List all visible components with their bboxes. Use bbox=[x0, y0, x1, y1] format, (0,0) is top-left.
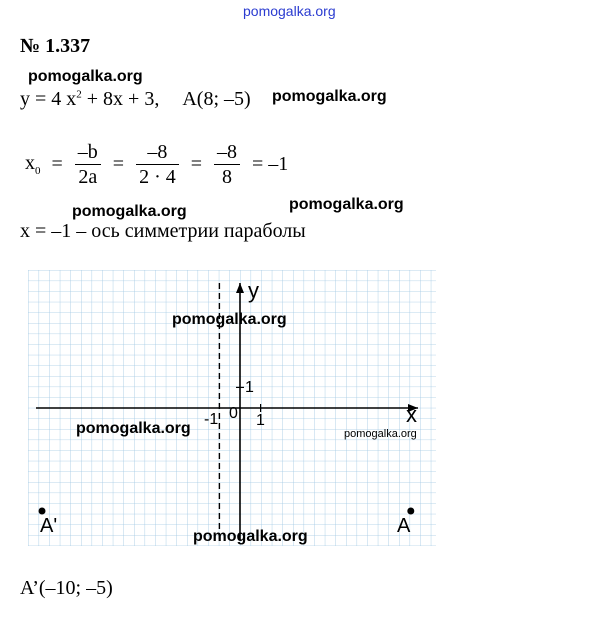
watermark: pomogalka.org bbox=[193, 528, 308, 545]
vertex-formula: $x_0$ = $\frac{-b}{2a}$ = $\frac{-8}{2 \cdot 4}$ = $\frac{-8}{8}$ = –1 bbox=[25, 141, 289, 188]
vertex-result: = –1 bbox=[252, 153, 289, 175]
point-a bbox=[407, 508, 414, 515]
tick-label-x-one: 1 bbox=[256, 412, 265, 429]
fraction-1: $\frac{-b}{2a}$ bbox=[75, 140, 101, 189]
point-a-label: A bbox=[397, 515, 411, 537]
x-axis-label: x bbox=[406, 402, 417, 427]
answer: A’(–10; –5) bbox=[20, 577, 113, 599]
vertex-sub: 0 bbox=[35, 165, 41, 177]
function-rest: + 8x + 3, bbox=[86, 88, 160, 110]
y-axis-label: y bbox=[248, 278, 259, 303]
watermark-top: pomogalka.org bbox=[243, 3, 336, 19]
tick-label-y-one: 1 bbox=[245, 379, 254, 396]
vertex-var: x bbox=[25, 152, 35, 174]
watermark-small: pomogalka.org bbox=[344, 428, 417, 440]
function-prefix: y = 4 x bbox=[20, 88, 77, 110]
given-point: A(8; –5) bbox=[182, 88, 251, 110]
watermark: pomogalka.org bbox=[76, 420, 191, 437]
watermark: pomogalka.org bbox=[272, 88, 387, 105]
watermark: pomogalka.org bbox=[172, 311, 287, 328]
watermark: pomogalka.org bbox=[289, 196, 404, 213]
fraction-3: $\frac{-8}{8}$ bbox=[214, 140, 240, 189]
axis-statement: x = –1 – ось симметрии параболы bbox=[20, 220, 306, 242]
point-a-prime-label: A' bbox=[40, 515, 58, 537]
fraction-2: $\frac{-8}{2 \cdot 4}$ bbox=[136, 140, 179, 189]
watermark: pomogalka.org bbox=[72, 203, 187, 220]
origin-label: 0 bbox=[229, 405, 238, 422]
problem-number: № 1.337 bbox=[20, 35, 91, 57]
point-a-prime bbox=[39, 508, 46, 515]
watermark: pomogalka.org bbox=[28, 68, 143, 85]
tick-label-minus-one: -1 bbox=[204, 411, 219, 428]
function-exponent: 2 bbox=[76, 88, 82, 101]
